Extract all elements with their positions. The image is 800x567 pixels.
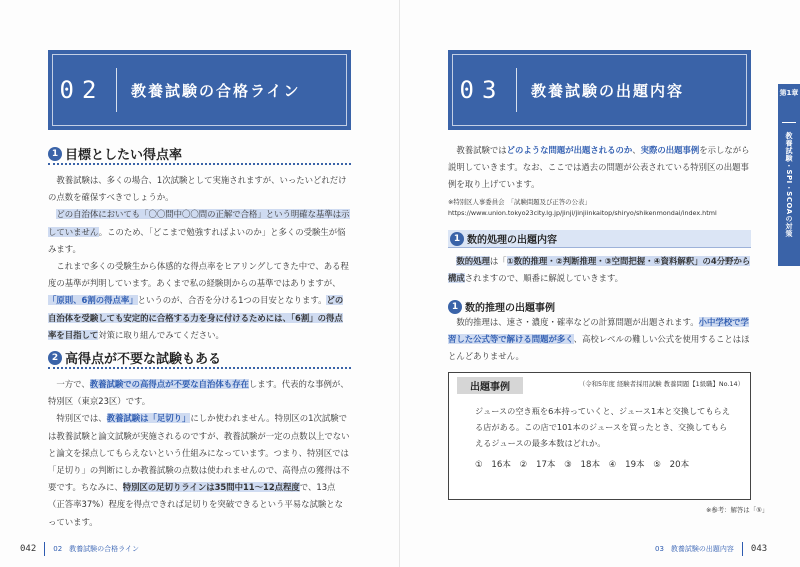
heading-text: 目標としたい得点率: [65, 148, 183, 163]
paragraph: [48, 258, 351, 344]
paragraph: [448, 253, 751, 287]
paragraph: [48, 172, 351, 206]
text: 。このため、「どこまで勉強すればよいのか」と多くの受験生が悩みます。: [48, 226, 346, 254]
source-title: ※特別区人事委員会 「試験問題及び正答の公表」: [448, 198, 591, 206]
body-text-section2: [48, 376, 351, 531]
highlight-text: 「原則、6割の得点率」: [48, 295, 138, 306]
dotted-divider: [48, 163, 351, 165]
numeric-text: [448, 253, 751, 287]
highlight-text: 教養試験は「足切り」: [106, 413, 191, 424]
footer-label: 03 教養試験の出題内容: [655, 545, 734, 553]
highlight-text: 教養試験での高得点が不要な自治体も存在: [89, 379, 249, 389]
section-banner-03: [448, 50, 751, 130]
section-banner-02: [48, 50, 351, 130]
emphasis-text: 実際の出題事例: [640, 145, 700, 155]
highlight-text: 特別区の足切りラインは35問中11〜12点程度: [122, 482, 300, 493]
chapter-side-tab: [778, 84, 800, 266]
footer-left: [20, 542, 139, 556]
example-question: ジュースの空き瓶を6本持っていくと、ジュース1本と交換してもらえる店がある。この店で101本のジュースを買ったとき、交換してもらえるジュースの最多本数はどれか。: [475, 406, 730, 448]
answer-note: ※参考：解答は「⑤」: [706, 506, 769, 514]
footer-label: 02 教養試験の合格ライン: [53, 545, 139, 553]
section-number: 02: [59, 76, 105, 104]
text: 数的推理は、速さ・濃度・確率などの計算問題が出題されます。: [456, 317, 699, 327]
text: 教養試験は、多くの場合、1次試験として実施されますが、いったいどれだけの点数を確保すべきでしょうか。: [48, 175, 347, 203]
number-circle: 2: [48, 351, 62, 365]
body-text-section1: [48, 172, 351, 344]
example-tag: 出題事例: [457, 377, 523, 394]
paragraph: [48, 410, 351, 530]
heading-text: 高得点が不要な試験もある: [65, 352, 222, 367]
text: にしか使われません。特別区の1次試験では教養試験と論文試験が実施されるのですが、教養試験が一定の点数以上でないと論文を採点してもらえないという仕組みになっています。つまり、特別区では「足切り」の判断にしか教養試験の点数は使われませんので、高得点の獲得は不要です。ちなみに、: [48, 413, 350, 493]
text: を示しながら説明していきます。なお、ここでは過去の問題が公表されている特別区の出題事例を取り上げています。: [448, 145, 750, 190]
subheading-example: [448, 299, 555, 314]
section-number: 03: [459, 76, 505, 104]
paragraph: [448, 142, 751, 194]
highlight-text: 数的処理: [456, 256, 490, 266]
section-title: 教養試験の出題内容: [531, 81, 685, 100]
text: 対策に取り組んでみてください。: [98, 329, 224, 340]
tab-divider: [782, 122, 796, 123]
text: 一方で、: [56, 379, 90, 389]
chapter-title: 教養試験・SPI・SCOAの対策: [785, 132, 793, 238]
footer-right: [655, 542, 767, 556]
number-circle: 1: [448, 300, 462, 314]
page-number: 043: [750, 544, 768, 554]
subheading-text: 数的推理の出題事例: [465, 303, 555, 314]
example-box: [448, 372, 751, 500]
highlight-text: どの自治体を受験しても安定的に合格する力を身に付けるためには、「6割」の得点率を目指して: [48, 295, 344, 340]
text: します。代表的な事例が、特別区（東京23区）です。: [48, 379, 349, 407]
page-number: 042: [20, 544, 37, 554]
number-circle: 1: [450, 232, 464, 246]
text: 、高校レベルの難しい公式を使用することはほとんどありません。: [448, 334, 750, 362]
footer-divider: [742, 542, 743, 556]
subheading-bar: [448, 230, 751, 248]
source-url: https://www.union.tokyo23city.lg.jp/jinji/jinjiinkaitop/shiryo/shikenmondai/index.html: [448, 209, 717, 217]
paragraph: [48, 206, 351, 258]
text: 、: [632, 145, 641, 155]
text: 教養試験では: [456, 145, 507, 155]
highlight-text: ①数的推理・②判断推理・③空間把握・④資料解釈: [506, 256, 695, 266]
highlight-text: 小中学校で学習した公式等で解ける問題が多く: [448, 317, 749, 345]
example-options: ① 16本 ② 17本 ③ 18本 ④ 19本 ⑤ 20本: [475, 460, 690, 470]
dotted-divider: [48, 367, 351, 369]
paragraph: [448, 314, 751, 366]
intro-text: [448, 142, 751, 194]
text: 特別区では、: [56, 413, 107, 424]
example-source: （令和5年度 経験者採用試験 教養問題【1級職】No.14）: [578, 380, 744, 388]
paragraph: [48, 376, 351, 410]
footer-divider: [44, 542, 45, 556]
text: されますので、順番に解説していきます。: [464, 273, 624, 284]
suiri-text: [448, 314, 751, 366]
text: これまで多くの受験生から体感的な得点率をヒアリングしてきた中で、ある程度の基準が判明しています。あくまで私の経験則からの基準ではありますが、: [48, 261, 349, 289]
subheading-text: 数的処理の出題内容: [467, 235, 557, 246]
text: というのが、合否を分ける1つの目安となります。: [137, 295, 327, 306]
heading-target-score: [48, 144, 182, 163]
section-title: 教養試験の合格ライン: [131, 81, 301, 100]
source-note: [448, 197, 768, 219]
right-page: [400, 0, 800, 567]
heading-no-high-score: [48, 348, 221, 367]
number-circle: 1: [48, 147, 62, 161]
emphasis-text: どのような問題が出題されるのか: [506, 145, 633, 155]
text: で、13点（正答率37%）程度を得点できれば足切りを突破できるという平易な試験となっています。: [48, 482, 343, 527]
highlight-text: どの自治体においても「〇〇問中〇〇問の正解で合格」という明確な基準は示していません: [48, 209, 350, 237]
text: は「: [489, 256, 507, 266]
chapter-label: 第1章: [779, 89, 799, 97]
highlight-text: 」の4分野から構成: [448, 256, 751, 284]
